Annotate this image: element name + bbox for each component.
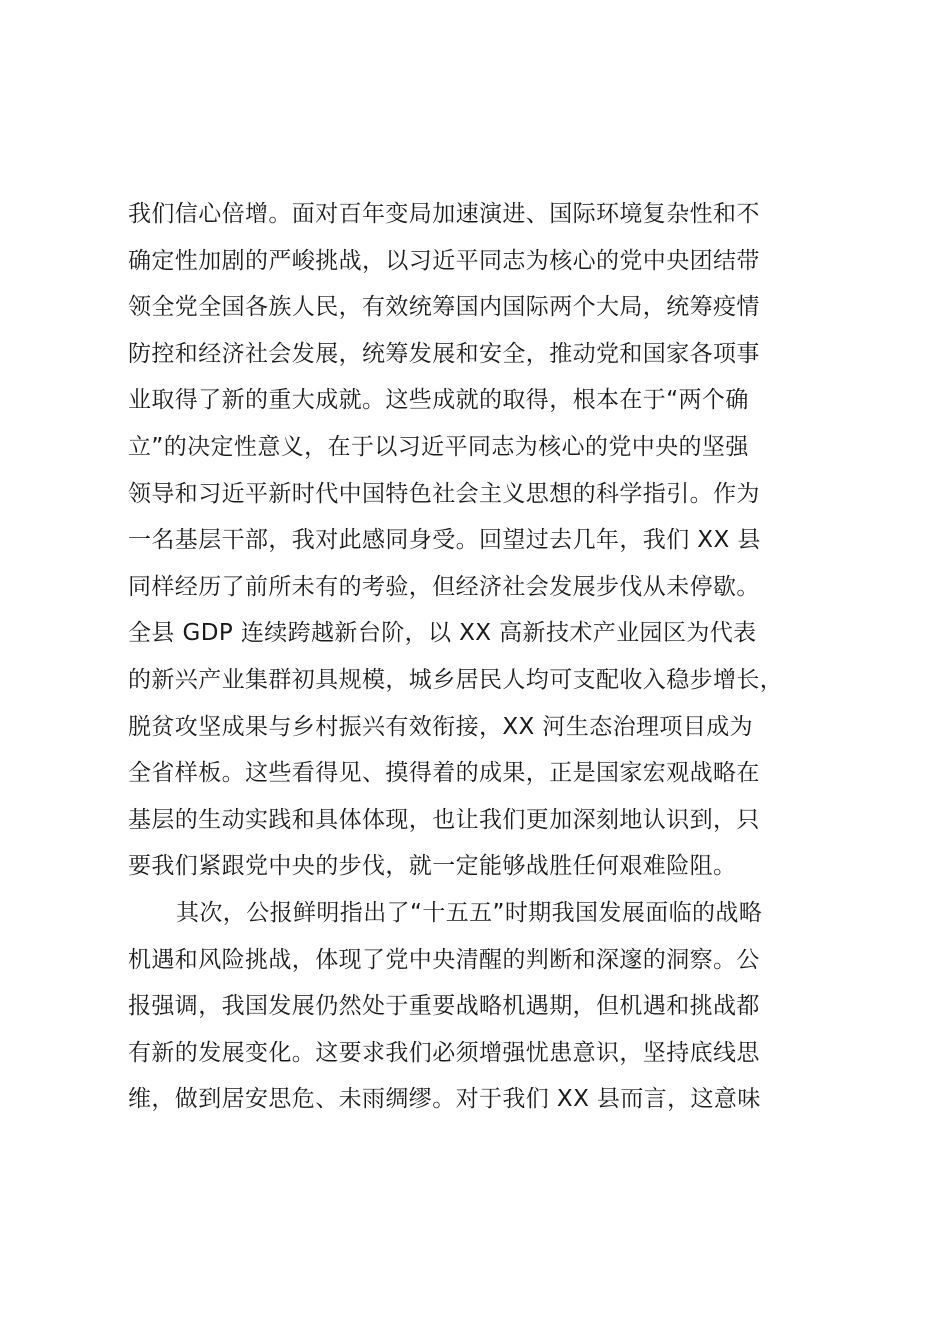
text-line: 有新的发展变化。这要求我们必须增强忧患意识，坚持底线思: [128, 1039, 760, 1066]
paragraph-start-line: 其次，公报鲜明指出了“十五五”时期我国发展面临的战略: [176, 899, 763, 926]
text-line: 领导和习近平新时代中国特色社会主义思想的科学指引。作为: [128, 480, 760, 507]
text-line: 同样经历了前所未有的考验，但经济社会发展步伐从未停歇。: [128, 573, 760, 600]
text-line: 全省样板。这些看得见、摸得着的成果，正是国家宏观战略在: [128, 760, 760, 787]
text-line: 全县 GDP 连续跨越新台阶，以 XX 高新技术产业园区为代表: [128, 620, 757, 647]
text-line: 防控和经济社会发展，统筹发展和安全，推动党和国家各项事: [128, 340, 760, 367]
text-line: 机遇和风险挑战，体现了党中央清醒的判断和深邃的洞察。公: [128, 946, 760, 973]
text-line: 一名基层干部，我对此感同身受。回望过去几年，我们 XX 县: [128, 527, 761, 554]
text-line: 我们信心倍增。面对百年变局加速演进、国际环境复杂性和不: [128, 201, 760, 227]
text-line: 报强调，我国发展仍然处于重要战略机遇期，但机遇和挑战都: [128, 993, 760, 1020]
text-line: 确定性加剧的严峻挑战，以习近平同志为核心的党中央团结带: [128, 247, 760, 274]
text-line: 维，做到居安思危、未雨绸缪。对于我们 XX 县而言，这意味: [128, 1086, 761, 1113]
text-line: 的新兴产业集群初具规模，城乡居民人均可支配收入稳步增长，: [128, 666, 784, 693]
text-line: 业取得了新的重大成就。这些成就的取得，根本在于“两个确: [128, 387, 749, 414]
text-line: 脱贫攻坚成果与乡村振兴有效衔接，XX 河生态治理项目成为: [128, 713, 754, 740]
body-text: [128, 191, 848, 1123]
text-line: 领全党全国各族人民，有效统筹国内国际两个大局，统筹疫情: [128, 294, 760, 321]
text-line: 基层的生动实践和具体体现，也让我们更加深刻地认识到，只: [128, 806, 760, 833]
text-line: 立”的决定性意义，在于以习近平同志为核心的党中央的坚强: [128, 433, 749, 460]
text-line: 要我们紧跟党中央的步伐，就一定能够战胜任何艰难险阻。: [128, 853, 737, 880]
